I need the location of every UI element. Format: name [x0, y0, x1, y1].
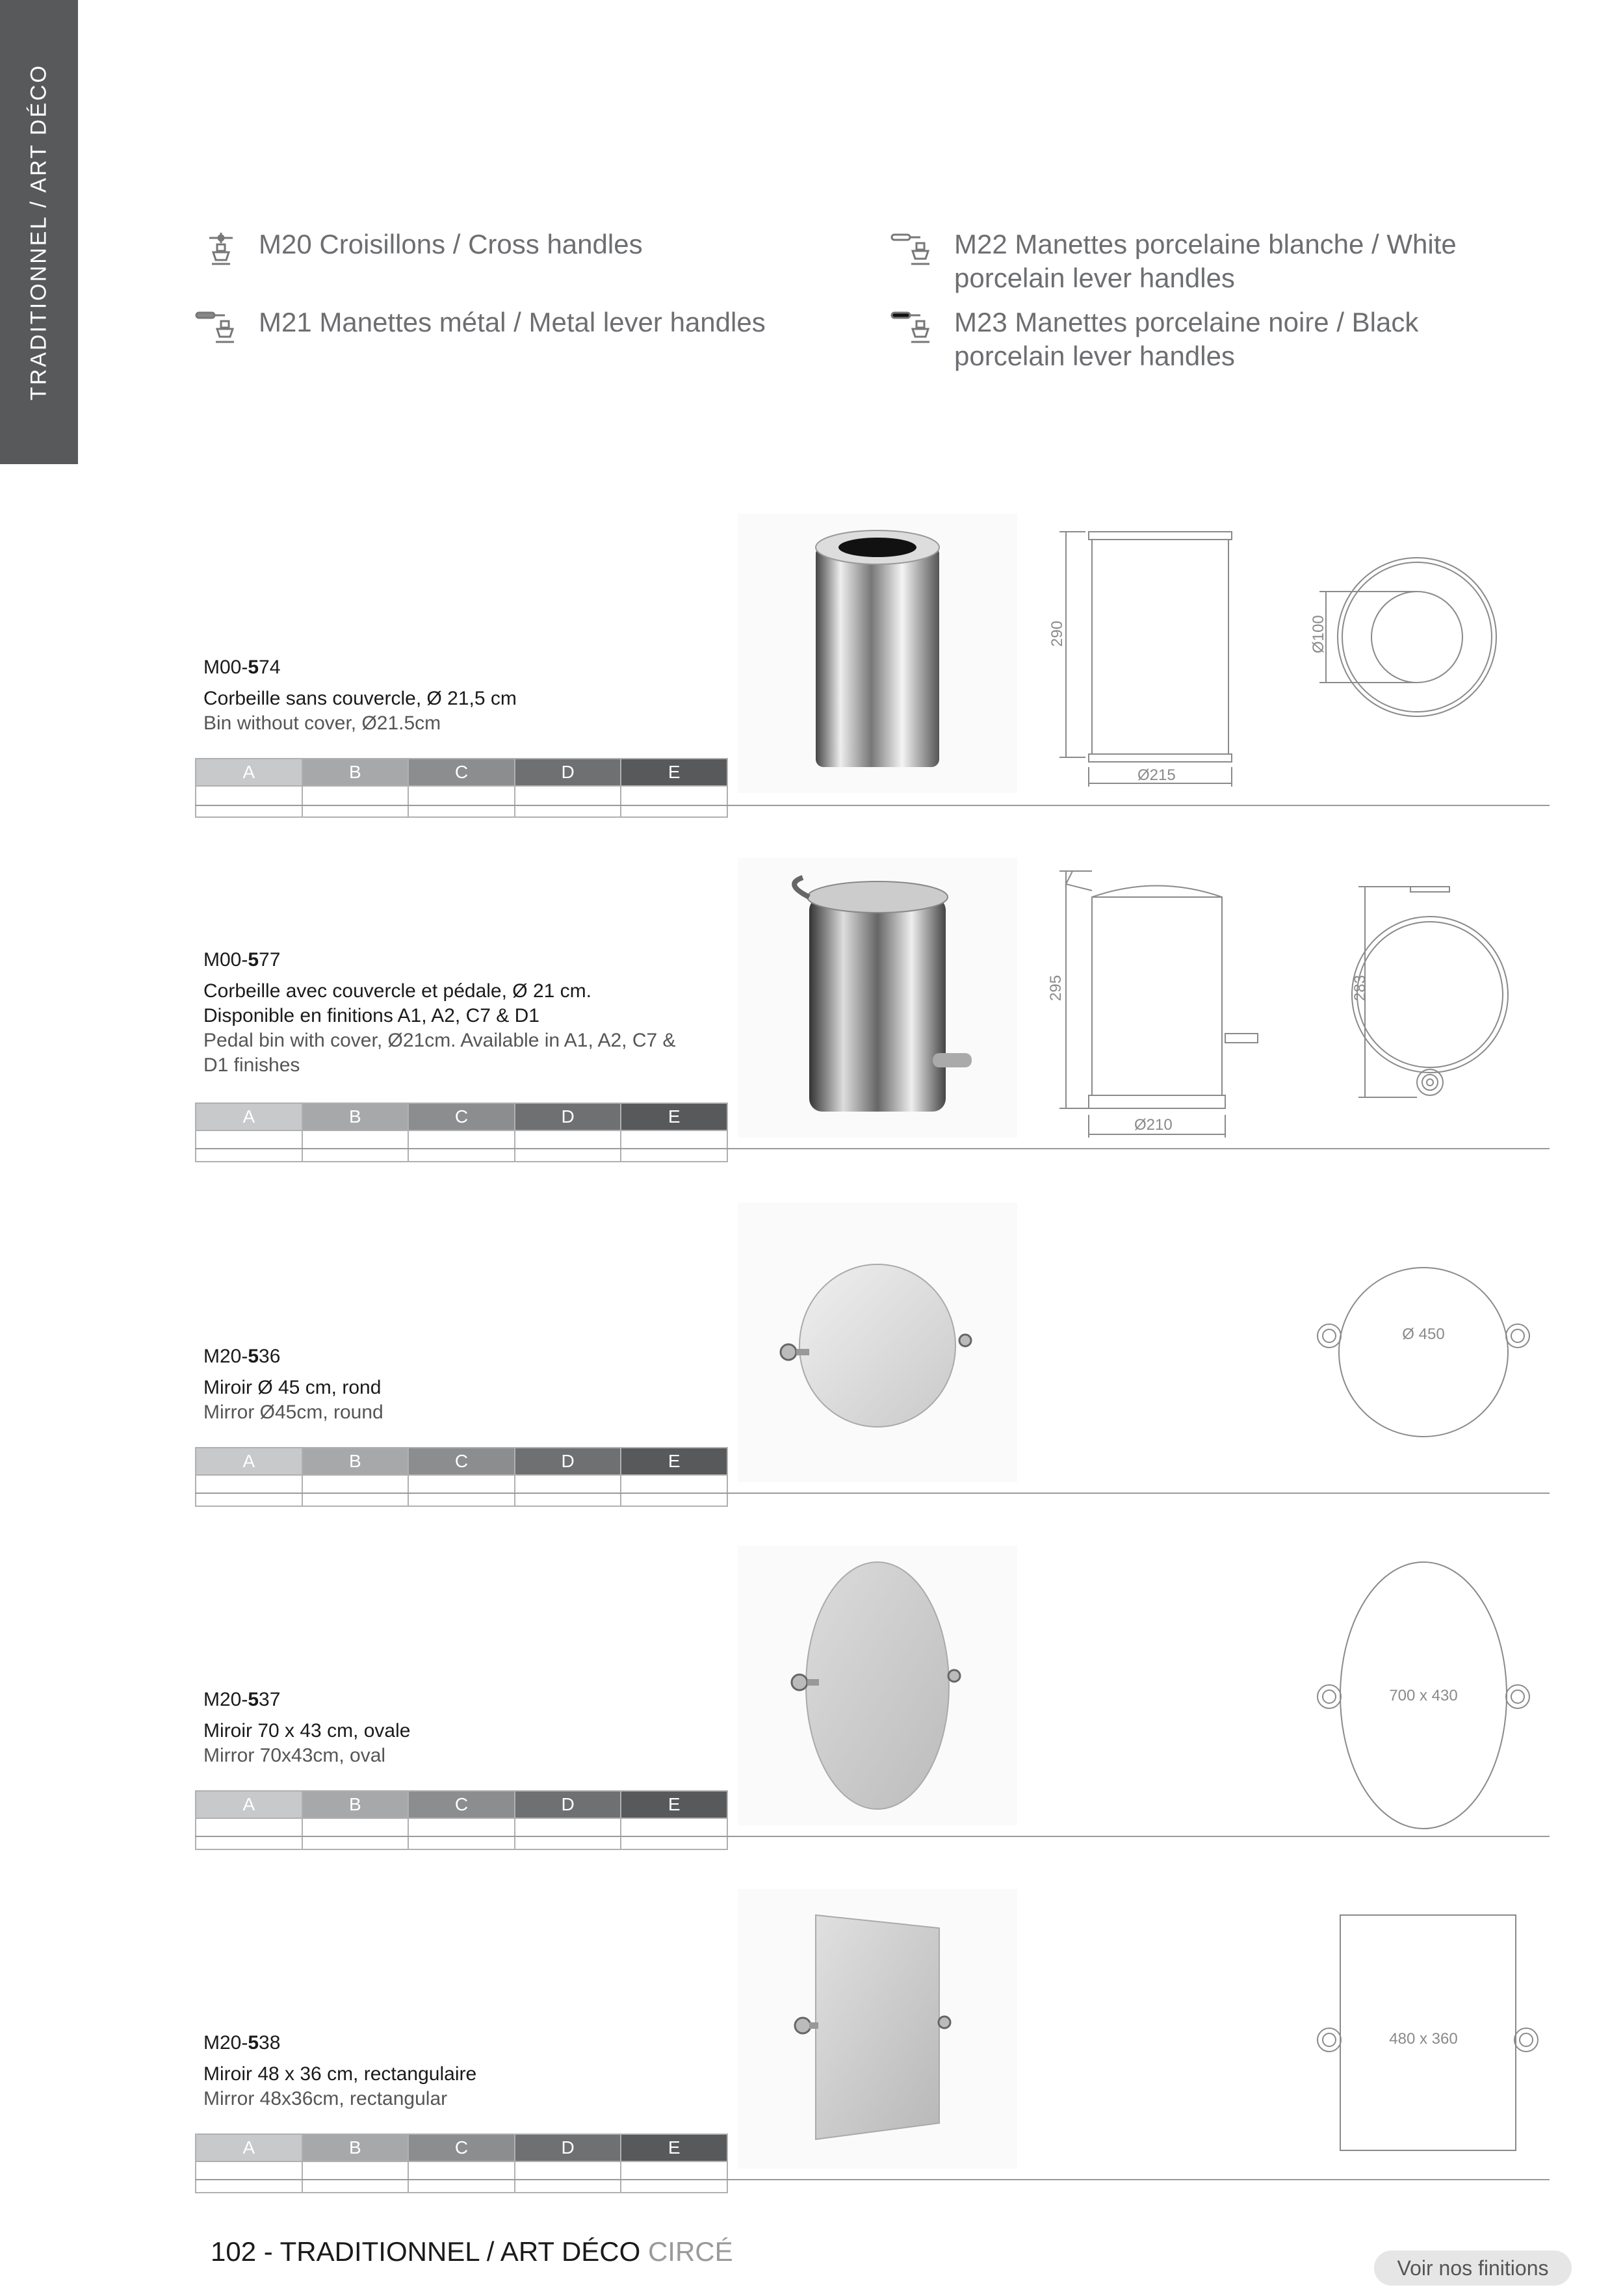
metal-lever-handle-icon [195, 309, 247, 348]
product-photo [738, 1203, 1017, 1482]
finish-header-a: A [196, 759, 302, 786]
finish-header-b: B [302, 759, 409, 786]
finish-header-d: D [515, 1791, 621, 1818]
finish-header-c: C [408, 2134, 515, 2161]
description-fr: Miroir 70 x 43 cm, ovale [203, 1720, 411, 1742]
finish-header-c: C [408, 759, 515, 786]
page-footer-title [211, 2236, 733, 2267]
row-divider [195, 2179, 1550, 2180]
dim-size: Ø 450 [1402, 1325, 1445, 1343]
finish-header-e: E [621, 1791, 727, 1818]
finish-header-e: E [621, 2134, 727, 2161]
dim-size: 480 x 360 [1389, 2030, 1458, 2048]
description-fr: Miroir 48 x 36 cm, rectangulaire [203, 2063, 477, 2085]
finish-cell [408, 1130, 515, 1162]
description-en: Mirror Ø45cm, round [203, 1402, 383, 1423]
handle-label-line2: porcelain lever handles [954, 341, 1235, 371]
finish-header-a: A [196, 1448, 302, 1475]
row-divider [195, 1148, 1550, 1149]
product-code: M20-538 [203, 2032, 281, 2054]
description-en: Bin without cover, Ø21.5cm [203, 712, 441, 734]
product-code: M00-577 [203, 949, 281, 971]
finish-table [195, 1102, 728, 1162]
technical-drawing [1300, 1546, 1547, 1832]
handle-option-m21 [195, 306, 766, 348]
description-fr [203, 979, 676, 1028]
finish-cell [515, 2161, 621, 2193]
finish-cell [302, 786, 409, 817]
product-info [203, 657, 517, 736]
handle-label [954, 306, 1418, 373]
finish-header-a: A [196, 1791, 302, 1818]
finish-cell [196, 2161, 302, 2193]
finish-cell [621, 1475, 727, 1506]
finish-cell [515, 1475, 621, 1506]
white-porcelain-lever-icon [890, 231, 942, 270]
finish-cell [515, 1818, 621, 1849]
description-fr: Corbeille sans couvercle, Ø 21,5 cm [203, 688, 517, 709]
product-code: M00-574 [203, 657, 281, 678]
finish-cell [196, 786, 302, 817]
product-photo [738, 1546, 1017, 1825]
finish-cell [408, 1818, 515, 1849]
description-en [203, 1028, 676, 1078]
finish-cell [302, 2161, 409, 2193]
finish-header-d: D [515, 1103, 621, 1130]
handle-option-m23 [890, 306, 1418, 373]
finish-header-a: A [196, 1103, 302, 1130]
finish-cell [408, 1475, 515, 1506]
handle-label-line1: M23 Manettes porcelaine noire / Black [954, 307, 1419, 337]
dim-diameter: Ø210 [1134, 1116, 1173, 1134]
product-info [203, 949, 676, 1078]
pedal-bin-photo [738, 858, 1017, 1138]
finish-table [195, 1447, 728, 1507]
oval-mirror-photo [738, 1546, 1017, 1825]
technical-drawing [1300, 1889, 1547, 2175]
technical-drawing [1300, 1203, 1547, 1489]
row-divider [195, 805, 1550, 806]
rectangular-mirror-photo [738, 1889, 1017, 2169]
finish-table [195, 1790, 728, 1850]
round-mirror-photo [738, 1203, 1017, 1482]
cross-handle-icon [195, 231, 247, 270]
description-en: Mirror 48x36cm, rectangular [203, 2088, 448, 2109]
finish-header-c: C [408, 1103, 515, 1130]
finish-header-a: A [196, 2134, 302, 2161]
finish-cell [196, 1475, 302, 1506]
handle-label: M21 Manettes métal / Metal lever handles [259, 307, 766, 337]
row-divider [195, 1836, 1550, 1837]
description-fr-line2: Disponible en finitions A1, A2, C7 & D1 [203, 1005, 539, 1026]
dim-depth: 283 [1351, 974, 1369, 1001]
finish-cell [515, 1130, 621, 1162]
product-photo [738, 514, 1017, 793]
dim-height: 295 [1047, 974, 1065, 1001]
finish-table [195, 2133, 728, 2193]
technical-drawing [1040, 858, 1547, 1144]
dim-diameter: Ø215 [1137, 766, 1176, 784]
finish-cell [408, 786, 515, 817]
finish-header-b: B [302, 1448, 409, 1475]
product-info [203, 1346, 383, 1425]
finish-header-c: C [408, 1791, 515, 1818]
finish-cell [196, 1130, 302, 1162]
product-row [195, 1546, 1550, 1851]
finish-cell [302, 1130, 409, 1162]
handle-option-m22 [890, 228, 1457, 295]
product-row [195, 1889, 1550, 2195]
finish-cell [621, 2161, 727, 2193]
footer-collection-name: CIRCÉ [647, 2236, 733, 2267]
handle-label: M20 Croisillons / Cross handles [259, 229, 643, 259]
product-code: M20-537 [203, 1689, 281, 1710]
finish-header-b: B [302, 1103, 409, 1130]
finish-cell [302, 1818, 409, 1849]
finish-table [195, 758, 728, 818]
product-photo [738, 858, 1017, 1138]
handle-label [954, 228, 1457, 295]
product-info [203, 2032, 476, 2111]
finish-cell [621, 1130, 727, 1162]
finish-cell [621, 786, 727, 817]
finish-cell [196, 1818, 302, 1849]
finish-header-e: E [621, 1103, 727, 1130]
finish-header-b: B [302, 2134, 409, 2161]
section-label: TRADITIONNEL / ART DÉCO [26, 63, 51, 401]
description-en-line2: D1 finishes [203, 1054, 300, 1076]
view-finishes-button[interactable]: Voir nos finitions [1374, 2250, 1572, 2286]
product-row [195, 514, 1550, 819]
description-fr: Miroir Ø 45 cm, rond [203, 1377, 382, 1398]
dim-size: 700 x 430 [1389, 1687, 1458, 1704]
bin-photo [738, 514, 1017, 793]
technical-drawing [1040, 514, 1547, 800]
finish-cell [515, 786, 621, 817]
product-info [203, 1689, 410, 1768]
finish-header-d: D [515, 2134, 621, 2161]
product-row [195, 1203, 1550, 1508]
row-divider [195, 1493, 1550, 1494]
product-row [195, 858, 1550, 1164]
finish-header-b: B [302, 1791, 409, 1818]
finish-header-e: E [621, 1448, 727, 1475]
product-code: M20-536 [203, 1346, 281, 1367]
finish-cell [408, 2161, 515, 2193]
description-fr-line1: Corbeille avec couvercle et pédale, Ø 21 cm. [203, 980, 591, 1002]
finish-cell [302, 1475, 409, 1506]
description-en-line1: Pedal bin with cover, Ø21cm. Available in A1, A2, C7 & [203, 1030, 676, 1051]
description-en: Mirror 70x43cm, oval [203, 1745, 386, 1766]
handle-label-line1: M22 Manettes porcelaine blanche / White [954, 229, 1457, 259]
dim-height: 290 [1048, 620, 1066, 647]
handle-option-m20 [195, 228, 643, 270]
product-photo [738, 1889, 1017, 2169]
finish-header-c: C [408, 1448, 515, 1475]
dim-inner: Ø100 [1310, 615, 1327, 653]
black-porcelain-lever-icon [890, 309, 942, 348]
finish-cell [621, 1818, 727, 1849]
finish-header-d: D [515, 1448, 621, 1475]
finish-header-e: E [621, 759, 727, 786]
section-side-tab [0, 0, 78, 464]
handle-label-line2: porcelain lever handles [954, 263, 1235, 293]
finish-header-d: D [515, 759, 621, 786]
footer-page-title: 102 - TRADITIONNEL / ART DÉCO [211, 2236, 641, 2267]
